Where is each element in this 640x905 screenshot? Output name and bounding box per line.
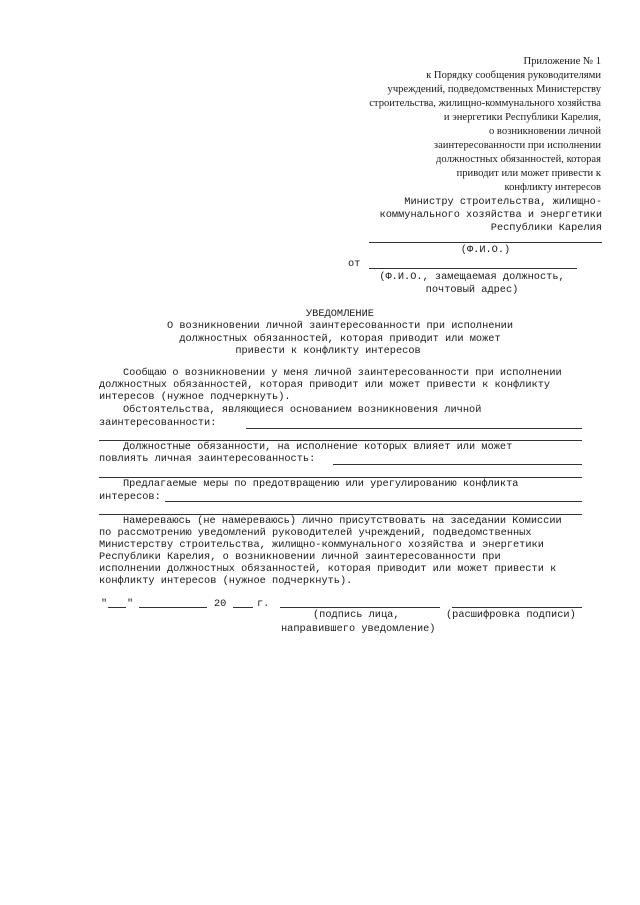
sender-caption: почтовый адрес) (425, 284, 519, 296)
day-field[interactable] (108, 607, 126, 608)
measures-field[interactable] (165, 501, 582, 502)
notice-subtitle: должностных обязанностей, которая приводит или может (179, 333, 501, 345)
paragraph-text: Сообщаю о возникновении у меня личной заинтересованности при исполнении (123, 367, 562, 379)
year-prefix: 20 (214, 598, 227, 610)
addressee-line: коммунального хозяйства и энергетики (379, 209, 602, 221)
appendix-header (341, 55, 601, 195)
duties-field[interactable] (333, 464, 582, 465)
appendix-line: и энергетики Республики Карелия, (443, 112, 601, 123)
appendix-line: учреждений, подведомственных Министерству (387, 84, 601, 95)
sender-fio-field[interactable] (369, 268, 577, 269)
paragraph-text: Обстоятельства, являющиеся основанием возникновения личной (123, 404, 482, 416)
from-label: от (348, 258, 361, 270)
appendix-line: конфликту интересов (504, 182, 601, 193)
appendix-line: Приложение № 1 (523, 56, 601, 67)
year-field[interactable] (233, 607, 253, 608)
fio-caption: (Ф.И.О.) (460, 244, 511, 256)
minister-fio-field[interactable] (369, 242, 602, 243)
date-close-quote: " (127, 598, 134, 610)
signature-caption: (подпись лица, (313, 609, 400, 621)
paragraph-text: интересов: (99, 491, 161, 503)
paragraph-text: Должностные обязанности, на исполнение которых влияет или может (123, 441, 513, 453)
signature-decode-field[interactable] (452, 607, 582, 608)
appendix-line: строительства, жилищно-коммунального хозяйства (369, 98, 601, 109)
paragraph-text: должностных обязанностей, которая приводит или может привести к конфликту (99, 379, 551, 391)
sender-caption: (Ф.И.О., замещаемая должность, (379, 271, 565, 283)
date-open-quote: " (101, 598, 108, 610)
paragraph-text: Предлагаемые меры по предотвращению или урегулированию конфликта (123, 478, 519, 490)
circumstances-field[interactable] (246, 428, 582, 429)
notice-subtitle: привести к конфликту интересов (235, 345, 421, 357)
decode-caption: (расшифровка подписи) (446, 609, 576, 621)
appendix-line: к Порядку сообщения руководителями (426, 70, 601, 81)
notice-heading: УВЕДОМЛЕНИЕ (306, 308, 374, 320)
appendix-line: заинтересованности при исполнении (433, 140, 601, 151)
paragraph-text: Намереваюсь (не намереваюсь) лично присутствовать на заседании Комиссии (123, 515, 562, 527)
signature-caption: направившего уведомление) (281, 623, 436, 635)
notice-subtitle: О возникновении личной заинтересованности при исполнении (166, 320, 514, 332)
appendix-line: должностных обязанностей, которая (436, 154, 601, 165)
paragraph-text: интересов (нужное подчеркнуть). (99, 391, 291, 403)
paragraph-text: Министерству строительства, жилищно-коммунального хозяйства и энергетики (99, 539, 544, 551)
addressee-line: Республики Карелия (490, 222, 602, 234)
year-suffix: г. (257, 598, 270, 610)
appendix-line: о возникновении личной (488, 126, 601, 137)
paragraph-text: исполнении должностных обязанностей, которая приводит или может привести к (99, 563, 557, 575)
paragraph-text: заинтересованности: (99, 417, 217, 429)
paragraph-text: по рассмотрению уведомлений руководителей учреждений, подведомственных (99, 527, 532, 539)
paragraph-text: конфликту интересов (нужное подчеркнуть). (99, 575, 353, 587)
addressee-line: Министру строительства, жилищно- (404, 196, 602, 208)
month-field[interactable] (139, 607, 207, 608)
appendix-line: приводит или может привести к (456, 168, 601, 179)
signature-field[interactable] (280, 607, 440, 608)
paragraph-text: повлиять личная заинтересованность: (99, 453, 316, 465)
paragraph-text: Республики Карелия, о возникновении личной заинтересованности при (99, 551, 501, 563)
